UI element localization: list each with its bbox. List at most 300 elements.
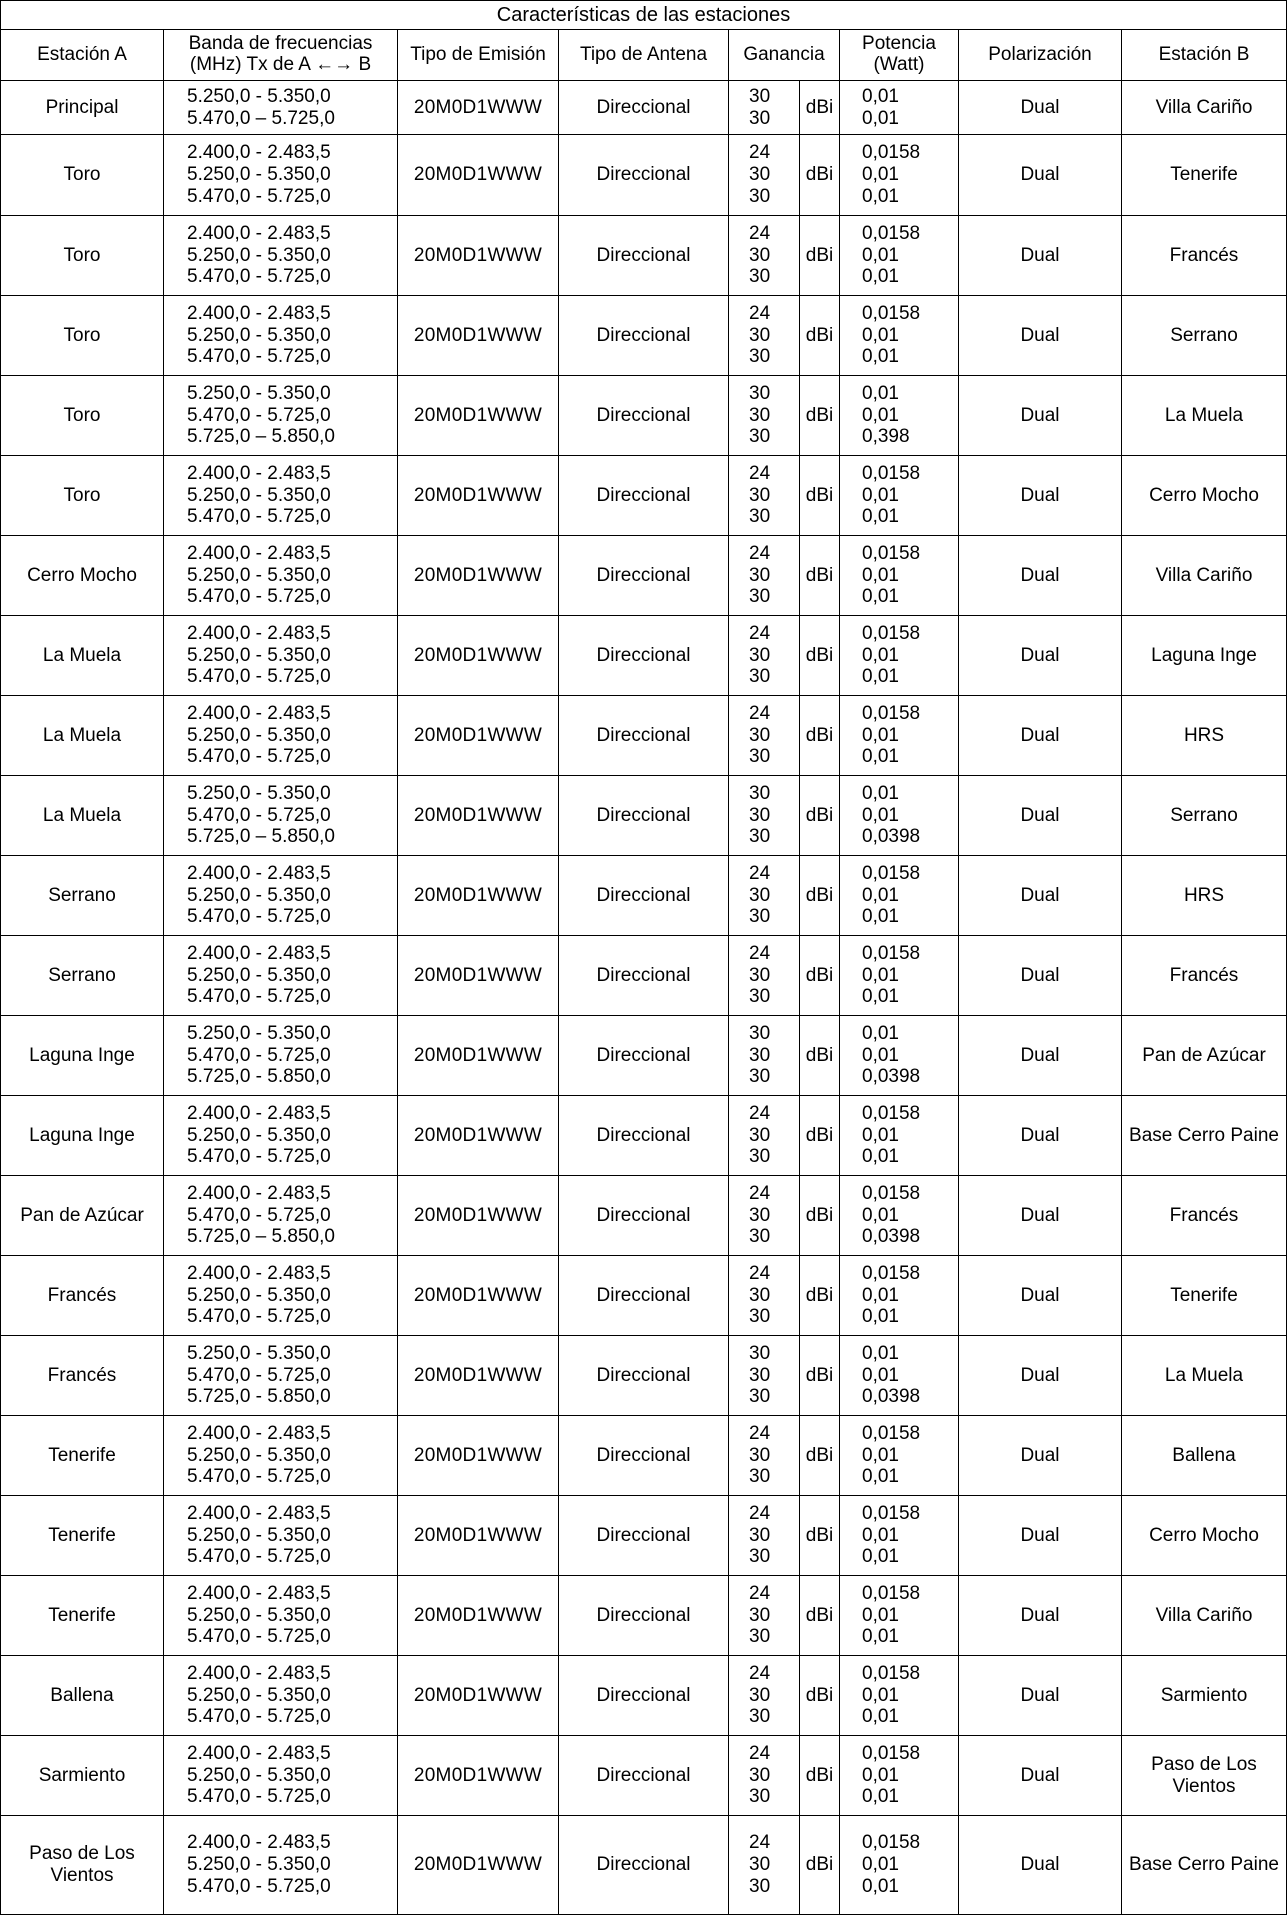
frequency-bands-line: 5.470,0 - 5.725,0 [187,1364,331,1386]
frequency-bands-line: 5.250,0 - 5.350,0 [187,964,331,986]
power-values-line: 0,01 [862,1146,899,1168]
polarization: Dual [959,776,1122,856]
frequency-bands-line: 5.250,0 - 5.350,0 [187,164,331,186]
frequency-bands [164,696,398,776]
table-row [1,1576,1287,1656]
gain-values-line: 30 [749,1604,771,1626]
gain-values [729,1176,800,1256]
emission-type: 20M0D1WWW [398,1336,559,1416]
station-a: Toro [1,376,164,456]
gain-values-line: 30 [749,1524,771,1546]
polarization: Dual [959,616,1122,696]
gain-values-line: 24 [749,302,771,324]
emission-type: 20M0D1WWW [398,456,559,536]
frequency-bands-line: 5.250,0 - 5.350,0 [187,1854,331,1876]
gain-values [729,1736,800,1816]
frequency-bands-line: 5.250,0 - 5.350,0 [187,1022,331,1044]
power-values [840,936,959,1016]
table-row [1,696,1287,776]
power-values-line: 0,0158 [862,462,921,484]
power-values-line: 0,0398 [862,1066,921,1088]
frequency-bands-line: 5.725,0 – 5.850,0 [187,1226,335,1248]
table-row [1,135,1287,216]
station-b: Sarmiento [1122,1656,1287,1736]
polarization: Dual [959,376,1122,456]
power-values-line: 0,01 [862,1764,899,1786]
gain-values [729,536,800,616]
gain-unit: dBi [800,776,840,856]
emission-type: 20M0D1WWW [398,1416,559,1496]
power-values-line: 0,01 [862,107,899,129]
frequency-bands [164,1576,398,1656]
power-values [840,1416,959,1496]
power-values-line: 0,0158 [862,1832,921,1854]
antenna-type: Direccional [559,1656,729,1736]
power-values [840,536,959,616]
power-values-line: 0,0158 [862,1502,921,1524]
station-a: Francés [1,1336,164,1416]
header-ganancia: Ganancia [729,30,840,81]
gain-values-line: 30 [749,1306,771,1328]
station-a: La Muela [1,696,164,776]
gain-values [729,1576,800,1656]
gain-values-line: 30 [749,382,771,404]
power-values-line: 0,01 [862,1706,899,1728]
power-values-line: 0,01 [862,804,899,826]
gain-values-line: 24 [749,1582,771,1604]
frequency-bands [164,616,398,696]
frequency-bands-line: 2.400,0 - 2.483,5 [187,222,331,244]
frequency-bands-line: 5.470,0 - 5.725,0 [187,1306,331,1328]
station-b: Serrano [1122,776,1287,856]
frequency-bands-line: 2.400,0 - 2.483,5 [187,1582,331,1604]
gain-values-line: 24 [749,222,771,244]
frequency-bands-line: 2.400,0 - 2.483,5 [187,1832,331,1854]
frequency-bands-line: 5.725,0 - 5.850,0 [187,1386,331,1408]
gain-values-line: 24 [749,862,771,884]
frequency-bands-line: 5.470,0 - 5.725,0 [187,804,331,826]
power-values-line: 0,0158 [862,542,921,564]
gain-values [729,81,800,135]
polarization: Dual [959,936,1122,1016]
frequency-bands-line: 2.400,0 - 2.483,5 [187,1102,331,1124]
station-b: HRS [1122,856,1287,936]
table-row [1,216,1287,296]
power-values-line: 0,01 [862,1204,899,1226]
frequency-bands-line: 2.400,0 - 2.483,5 [187,702,331,724]
power-values-line: 0,01 [862,346,899,368]
header-row [1,30,1287,81]
power-values-line: 0,01 [862,724,899,746]
antenna-type: Direccional [559,696,729,776]
polarization: Dual [959,81,1122,135]
emission-type: 20M0D1WWW [398,216,559,296]
gain-values-line: 30 [749,964,771,986]
gain-values-line: 24 [749,1102,771,1124]
frequency-bands-line: 2.400,0 - 2.483,5 [187,542,331,564]
frequency-bands [164,1176,398,1256]
station-a: Serrano [1,936,164,1016]
gain-values [729,135,800,216]
frequency-bands-line: 5.250,0 - 5.350,0 [187,1342,331,1364]
table-row [1,1416,1287,1496]
gain-values [729,696,800,776]
power-values [840,1736,959,1816]
polarization: Dual [959,696,1122,776]
frequency-bands-line: 5.250,0 - 5.350,0 [187,382,331,404]
gain-unit: dBi [800,81,840,135]
gain-values-line: 24 [749,1422,771,1444]
power-values [840,81,959,135]
table-row [1,536,1287,616]
power-values-line: 0,01 [862,1342,899,1364]
power-values [840,135,959,216]
polarization: Dual [959,1496,1122,1576]
table-row [1,456,1287,536]
gain-unit: dBi [800,1416,840,1496]
gain-values-line: 30 [749,1146,771,1168]
gain-unit: dBi [800,1816,840,1915]
frequency-bands [164,1096,398,1176]
power-values-line: 0,01 [862,404,899,426]
frequency-bands-line: 5.250,0 - 5.350,0 [187,1684,331,1706]
polarization: Dual [959,296,1122,376]
table-row [1,1736,1287,1816]
power-values-line: 0,01 [862,586,899,608]
frequency-bands-line: 2.400,0 - 2.483,5 [187,862,331,884]
frequency-bands-line: 2.400,0 - 2.483,5 [187,622,331,644]
power-values-line: 0,0158 [862,1422,921,1444]
frequency-bands-line: 5.470,0 - 5.725,0 [187,1146,331,1168]
station-b: La Muela [1122,376,1287,456]
emission-type: 20M0D1WWW [398,776,559,856]
gain-values-line: 30 [749,266,771,288]
gain-values-line: 30 [749,506,771,528]
frequency-bands [164,1016,398,1096]
gain-unit: dBi [800,1096,840,1176]
gain-unit: dBi [800,1496,840,1576]
polarization: Dual [959,216,1122,296]
table-row [1,1176,1287,1256]
gain-values-line: 30 [749,826,771,848]
power-values-line: 0,01 [862,964,899,986]
station-a: Francés [1,1256,164,1336]
gain-unit: dBi [800,1656,840,1736]
power-values-line: 0,01 [862,1022,899,1044]
power-values-line: 0,0158 [862,622,921,644]
gain-values-line: 30 [749,1066,771,1088]
frequency-bands-line: 2.400,0 - 2.483,5 [187,462,331,484]
frequency-bands [164,1256,398,1336]
emission-type: 20M0D1WWW [398,856,559,936]
frequency-bands [164,81,398,135]
power-values [840,1176,959,1256]
station-a: Cerro Mocho [1,536,164,616]
frequency-bands [164,936,398,1016]
gain-unit: dBi [800,376,840,456]
frequency-bands [164,296,398,376]
power-values-line: 0,0158 [862,942,921,964]
station-a: Serrano [1,856,164,936]
frequency-bands-line: 2.400,0 - 2.483,5 [187,302,331,324]
station-b: Villa Cariño [1122,1576,1287,1656]
emission-type: 20M0D1WWW [398,936,559,1016]
gain-values [729,1416,800,1496]
frequency-bands-line: 5.470,0 - 5.725,0 [187,586,331,608]
gain-values-line: 30 [749,426,771,448]
header-potencia: Potencia (Watt) [840,30,959,81]
power-values [840,1496,959,1576]
power-values-line: 0,01 [862,1626,899,1648]
power-values [840,1576,959,1656]
frequency-bands-line: 5.250,0 - 5.350,0 [187,85,331,107]
power-values-line: 0,01 [862,986,899,1008]
power-values-line: 0,01 [862,185,899,207]
gain-values-line: 30 [749,324,771,346]
power-values-line: 0,01 [862,1604,899,1626]
gain-values-line: 24 [749,942,771,964]
table-row [1,1256,1287,1336]
antenna-type: Direccional [559,536,729,616]
frequency-bands [164,135,398,216]
emission-type: 20M0D1WWW [398,1816,559,1915]
frequency-bands-line: 2.400,0 - 2.483,5 [187,1742,331,1764]
gain-values-line: 24 [749,1832,771,1854]
frequency-bands [164,1656,398,1736]
gain-values-line: 30 [749,1684,771,1706]
gain-unit: dBi [800,1016,840,1096]
frequency-bands-line: 5.250,0 - 5.350,0 [187,884,331,906]
power-values-line: 0,01 [862,564,899,586]
power-values-line: 0,01 [862,1124,899,1146]
antenna-type: Direccional [559,1176,729,1256]
title-row [1,1,1287,30]
gain-unit: dBi [800,1576,840,1656]
table-row [1,1816,1287,1915]
power-values [840,1096,959,1176]
gain-values-line: 30 [749,1284,771,1306]
power-values-line: 0,01 [862,244,899,266]
antenna-type: Direccional [559,376,729,456]
emission-type: 20M0D1WWW [398,1016,559,1096]
power-values-line: 0,0158 [862,302,921,324]
power-values-line: 0,398 [862,426,910,448]
polarization: Dual [959,1096,1122,1176]
station-b: Francés [1122,1176,1287,1256]
power-values-line: 0,01 [862,1044,899,1066]
gain-values-line: 30 [749,244,771,266]
gain-values [729,1496,800,1576]
power-values [840,296,959,376]
frequency-bands-line: 5.470,0 - 5.725,0 [187,986,331,1008]
gain-values-line: 30 [749,185,771,207]
emission-type: 20M0D1WWW [398,81,559,135]
power-values-line: 0,0158 [862,142,921,164]
gain-values-line: 30 [749,986,771,1008]
gain-values [729,216,800,296]
frequency-bands-line: 5.250,0 - 5.350,0 [187,1524,331,1546]
gain-values-line: 30 [749,1342,771,1364]
station-a: La Muela [1,616,164,696]
frequency-bands-line: 5.470,0 - 5.725,0 [187,746,331,768]
frequency-bands-line: 2.400,0 - 2.483,5 [187,142,331,164]
frequency-bands-line: 5.250,0 - 5.350,0 [187,1284,331,1306]
table-row [1,1656,1287,1736]
station-a: Tenerife [1,1416,164,1496]
antenna-type: Direccional [559,81,729,135]
station-a: Ballena [1,1656,164,1736]
antenna-type: Direccional [559,776,729,856]
power-values-line: 0,0398 [862,1226,921,1248]
polarization: Dual [959,1656,1122,1736]
antenna-type: Direccional [559,1816,729,1915]
gain-unit: dBi [800,616,840,696]
emission-type: 20M0D1WWW [398,616,559,696]
gain-unit: dBi [800,536,840,616]
emission-type: 20M0D1WWW [398,536,559,616]
frequency-bands-line: 5.470,0 - 5.725,0 [187,404,331,426]
frequency-bands-line: 5.470,0 - 5.725,0 [187,1786,331,1808]
table-row [1,81,1287,135]
table-row [1,1016,1287,1096]
frequency-bands-line: 5.250,0 - 5.350,0 [187,484,331,506]
frequency-bands-line: 5.470,0 - 5.725,0 [187,1875,331,1897]
gain-unit: dBi [800,856,840,936]
gain-values [729,1256,800,1336]
polarization: Dual [959,1176,1122,1256]
power-values [840,1656,959,1736]
power-values-line: 0,0158 [862,1182,921,1204]
table-row [1,856,1287,936]
power-values-line: 0,0158 [862,222,921,244]
polarization: Dual [959,856,1122,936]
gain-values-line: 30 [749,782,771,804]
table-row [1,1336,1287,1416]
gain-values [729,856,800,936]
station-b: Francés [1122,936,1287,1016]
gain-values-line: 30 [749,1854,771,1876]
gain-values-line: 24 [749,1662,771,1684]
power-values-line: 0,01 [862,1524,899,1546]
table-row [1,776,1287,856]
power-values-line: 0,0158 [862,702,921,724]
station-b: Tenerife [1122,1256,1287,1336]
power-values-line: 0,01 [862,85,899,107]
antenna-type: Direccional [559,1256,729,1336]
gain-unit: dBi [800,296,840,376]
power-values-line: 0,01 [862,266,899,288]
power-values [840,856,959,936]
station-a: Toro [1,135,164,216]
power-values-line: 0,01 [862,1786,899,1808]
gain-unit: dBi [800,456,840,536]
gain-values-line: 24 [749,622,771,644]
station-b: HRS [1122,696,1287,776]
gain-values-line: 30 [749,1764,771,1786]
station-a: Sarmiento [1,1736,164,1816]
gain-values-line: 24 [749,1262,771,1284]
gain-values-line: 24 [749,142,771,164]
polarization: Dual [959,1416,1122,1496]
antenna-type: Direccional [559,135,729,216]
power-values-line: 0,01 [862,324,899,346]
gain-values-line: 30 [749,724,771,746]
power-values-line: 0,0158 [862,1102,921,1124]
frequency-bands [164,536,398,616]
power-values-line: 0,0398 [862,826,921,848]
gain-values [729,1816,800,1915]
gain-unit: dBi [800,936,840,1016]
power-values-line: 0,0158 [862,1662,921,1684]
power-values-line: 0,01 [862,506,899,528]
station-b: Villa Cariño [1122,81,1287,135]
frequency-bands-line: 5.470,0 - 5.725,0 [187,666,331,688]
station-b: Laguna Inge [1122,616,1287,696]
frequency-bands-line: 5.250,0 - 5.350,0 [187,324,331,346]
frequency-bands-line: 5.470,0 - 5.725,0 [187,185,331,207]
frequency-bands-line: 5.470,0 - 5.725,0 [187,506,331,528]
header-estacion-a: Estación A [1,30,164,81]
emission-type: 20M0D1WWW [398,696,559,776]
frequency-bands [164,1816,398,1915]
gain-values-line: 30 [749,85,771,107]
gain-values-line: 24 [749,1182,771,1204]
antenna-type: Direccional [559,456,729,536]
gain-values-line: 30 [749,1466,771,1488]
polarization: Dual [959,1256,1122,1336]
power-values [840,1016,959,1096]
power-values-line: 0,0158 [862,862,921,884]
frequency-bands-line: 2.400,0 - 2.483,5 [187,1182,331,1204]
frequency-bands-line: 5.250,0 - 5.350,0 [187,564,331,586]
station-b: Villa Cariño [1122,536,1287,616]
gain-values-line: 24 [749,542,771,564]
gain-values-line: 30 [749,666,771,688]
polarization: Dual [959,536,1122,616]
gain-unit: dBi [800,1256,840,1336]
frequency-bands-line: 5.470,0 - 5.725,0 [187,1044,331,1066]
power-values [840,1816,959,1915]
gain-values [729,1656,800,1736]
gain-values-line: 30 [749,1786,771,1808]
frequency-bands-line: 5.250,0 - 5.350,0 [187,782,331,804]
gain-values [729,376,800,456]
station-a: Toro [1,216,164,296]
station-b: Base Cerro Paine [1122,1816,1287,1915]
station-b: Ballena [1122,1416,1287,1496]
emission-type: 20M0D1WWW [398,1496,559,1576]
antenna-type: Direccional [559,1016,729,1096]
frequency-bands-line: 5.250,0 - 5.350,0 [187,1444,331,1466]
antenna-type: Direccional [559,216,729,296]
frequency-bands-line: 2.400,0 - 2.483,5 [187,1422,331,1444]
frequency-bands [164,216,398,296]
power-values-line: 0,01 [862,906,899,928]
station-a: Toro [1,296,164,376]
gain-values-line: 30 [749,1044,771,1066]
emission-type: 20M0D1WWW [398,1656,559,1736]
polarization: Dual [959,1736,1122,1816]
antenna-type: Direccional [559,856,729,936]
power-values-line: 0,01 [862,666,899,688]
table-title: Características de las estaciones [1,1,1287,30]
station-a: Tenerife [1,1496,164,1576]
gain-values-line: 30 [749,1226,771,1248]
emission-type: 20M0D1WWW [398,296,559,376]
gain-values-line: 30 [749,746,771,768]
gain-values-line: 30 [749,404,771,426]
frequency-bands [164,456,398,536]
